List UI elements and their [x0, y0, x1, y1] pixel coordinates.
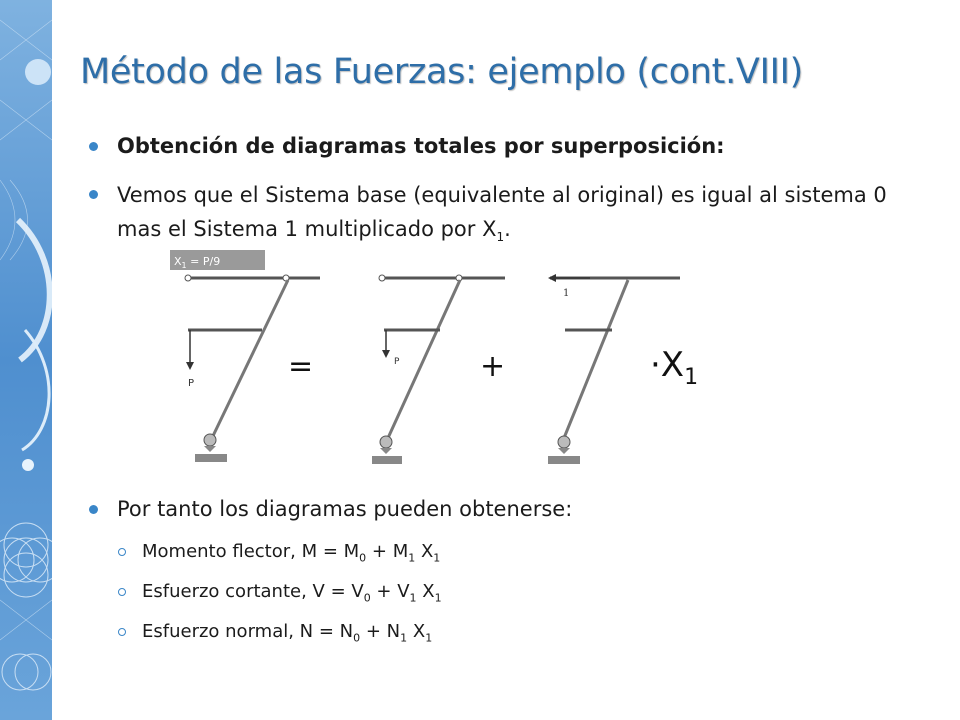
- support-base: [195, 454, 227, 462]
- pin-support: [380, 436, 392, 448]
- support-triangle: [558, 448, 570, 454]
- pin-support: [558, 436, 570, 448]
- subbullet-text: Momento flector, $M = M_0 + M_1$ $X_1$: [142, 541, 441, 565]
- pin-support: [204, 434, 216, 446]
- bullet-text: Por tanto los diagramas pueden obtenerse:: [117, 497, 573, 521]
- load-arrow-head: [186, 362, 194, 370]
- subbullet-marker: [118, 588, 126, 596]
- equals-operator: =: [288, 349, 314, 384]
- inclined-column: [212, 280, 288, 438]
- unit-force-arrow-head: [548, 274, 556, 282]
- support-triangle: [380, 448, 392, 454]
- bullet-text: [117, 178, 937, 254]
- decorative-sidebar: [0, 0, 52, 720]
- unit-force-label: 1: [563, 288, 570, 299]
- slide: [52, 0, 960, 720]
- x1-label: $X_1 = P/9$: [174, 255, 221, 270]
- bullet-text: Obtención de diagramas totales por superposición:: [117, 134, 725, 158]
- frame-diagrams: [160, 248, 780, 498]
- support-base: [372, 456, 402, 464]
- support-base: [548, 456, 580, 464]
- superposition-figure: [160, 248, 780, 498]
- subbullet-marker: [118, 628, 126, 636]
- load-arrow-head: [382, 350, 390, 358]
- load-label: P: [394, 357, 400, 367]
- subbullet-marker: [118, 548, 126, 556]
- beam-end-node: [379, 275, 385, 281]
- inclined-column: [564, 280, 628, 438]
- support-triangle: [204, 446, 216, 452]
- sidebar-pattern: [0, 0, 52, 720]
- bullet-text-main: Vemos que el Sistema base (equivalente al original) es igual al sistema 0 mas el Sistema 1 multiplicado por X: [117, 183, 887, 241]
- bullet-text-end: .: [504, 217, 511, 241]
- bullet-subscript: 1: [496, 230, 505, 245]
- beam-end-node: [185, 275, 191, 281]
- bullet-dot: [89, 142, 98, 151]
- load-label: P: [188, 378, 195, 389]
- bullet-dot: [89, 505, 98, 514]
- plus-operator: +: [480, 349, 506, 384]
- subbullet-text: Esfuerzo cortante, $V = V_0 + V_1$ $X_1$: [142, 581, 442, 605]
- subbullet-text: Esfuerzo normal, $N = N_0 + N_1$ $X_1$: [142, 621, 433, 645]
- bullet-dot: [89, 190, 98, 199]
- times-x1-label: $\cdot X_1$: [650, 345, 699, 390]
- slide-title: Método de las Fuerzas: ejemplo (cont.VIII): [80, 52, 803, 92]
